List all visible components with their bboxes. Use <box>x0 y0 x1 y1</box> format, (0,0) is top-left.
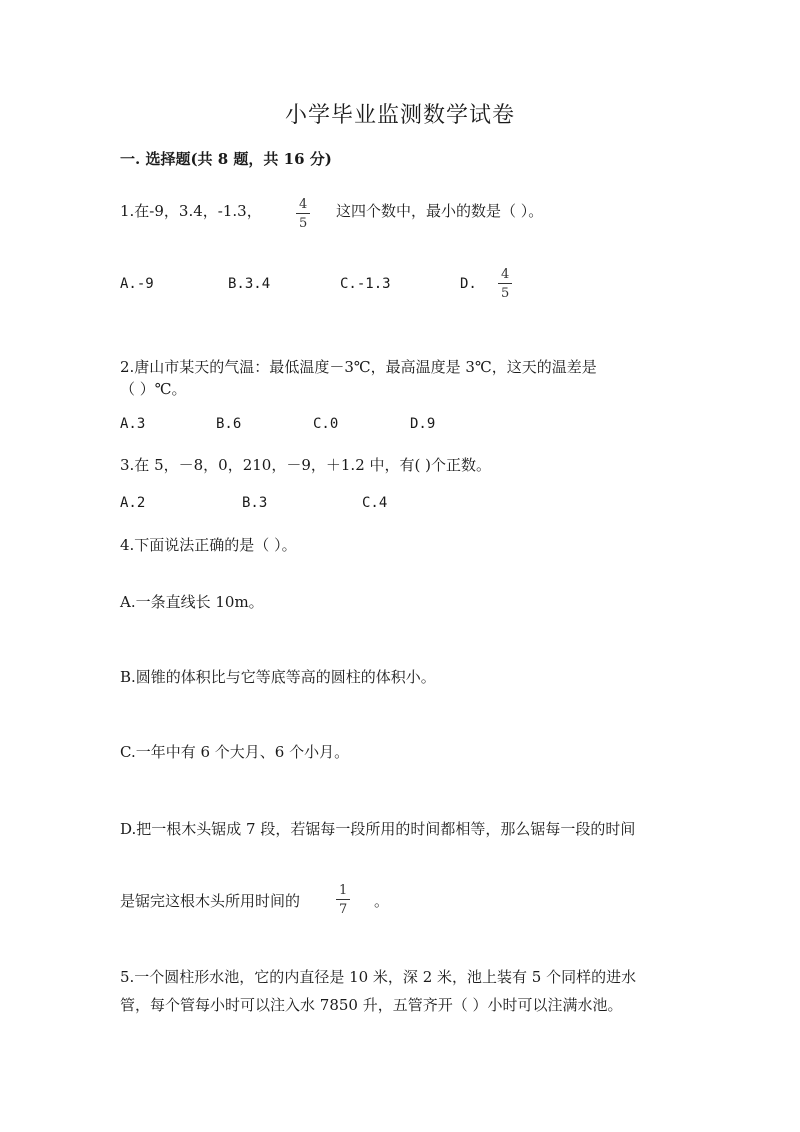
q4-option-a: A.一条直线长 10m。 <box>120 593 264 611</box>
q2-option-a: A.3 <box>120 416 146 432</box>
q2-option-d: D.9 <box>410 416 436 432</box>
q4-option-d-denominator: 7 <box>339 902 348 917</box>
q3-stem: 3.在 5，－8，0，210，－9，＋1.2 中，有( )个正数。 <box>120 456 491 474</box>
q4-option-d-numerator: 1 <box>339 883 348 898</box>
q2-option-c: C.0 <box>313 416 339 432</box>
q4-option-c: C.一年中有 6 个大月、6 个小月。 <box>120 743 350 761</box>
section-heading: 一. 选择题(共 8 题，共 16 分) <box>120 150 332 168</box>
q4-option-d-line1: D.把一根木头锯成 7 段，若锯每一段所用的时间都相等，那么锯每一段的时间 <box>120 820 636 838</box>
page-title: 小学毕业监测数学试卷 <box>284 103 515 128</box>
q3-option-a: A.2 <box>120 495 146 511</box>
q4-option-d-line2: 是锯完这根木头所用时间的 <box>120 892 301 910</box>
q1-stem-after: 这四个数中，最小的数是（ ）。 <box>336 202 544 220</box>
q3-option-b: B.3 <box>242 495 268 511</box>
q3-option-c: C.4 <box>362 495 388 511</box>
q4-option-d-fraction <box>336 884 350 916</box>
q1-fraction-numerator: 4 <box>299 197 308 212</box>
q4-option-d-end: 。 <box>374 892 390 910</box>
q5-stem-line2: 管，每个管每小时可以注入水 7850 升，五管齐开（ ）小时可以注满水池。 <box>120 996 623 1014</box>
q5-stem-line1: 5.一个圆柱形水池，它的内直径是 10 米，深 2 米，池上装有 5 个同样的进水 <box>120 968 637 986</box>
q1-option-d-fraction <box>498 268 512 300</box>
q1-fraction-denominator: 5 <box>299 216 308 231</box>
q2-stem-line1: 2.唐山市某天的气温：最低温度－3℃，最高温度是 3℃，这天的温差是 <box>120 358 597 376</box>
q2-stem-line2: （ ）℃。 <box>120 380 187 398</box>
q4-stem: 4.下面说法正确的是（ ）。 <box>120 536 297 554</box>
q1-option-d: D. <box>460 276 477 292</box>
q1-option-a: A.-9 <box>120 276 154 292</box>
q2-option-b: B.6 <box>216 416 242 432</box>
q1-fraction <box>296 198 310 230</box>
q4-option-b: B.圆锥的体积比与它等底等高的圆柱的体积小。 <box>120 668 436 686</box>
q1-option-d-denominator: 5 <box>501 286 510 301</box>
q1-stem-before: 1.在-9，3.4，-1.3， <box>120 202 262 220</box>
q1-option-b: B.3.4 <box>228 276 271 292</box>
q1-option-c: C.-1.3 <box>340 276 391 292</box>
q1-option-d-numerator: 4 <box>501 267 510 282</box>
